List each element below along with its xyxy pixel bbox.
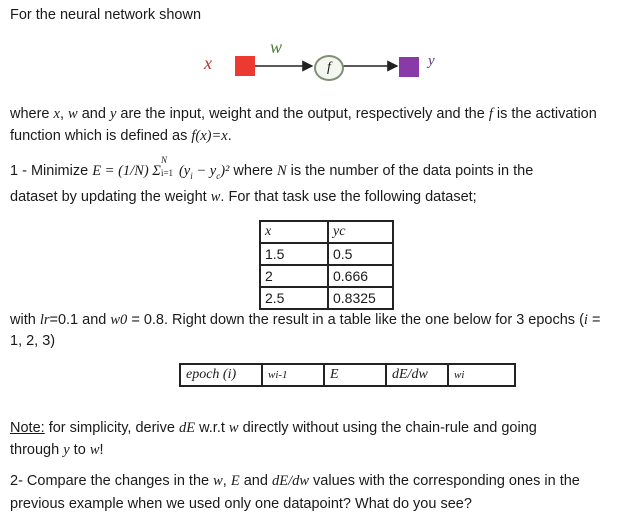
note-line-2: through y to w! (10, 442, 104, 458)
loss-formula: E = (1/N) Σ (92, 163, 161, 179)
task2-line-2: previous example when we used only one datapoint? What do you see? (10, 496, 472, 512)
intro-text: For the neural network shown (10, 7, 202, 23)
cell-x: 2.5 (260, 287, 328, 309)
table-row (260, 243, 393, 265)
cell-yc: 0.5 (328, 243, 393, 265)
definition-line-1: where x, w and y are the input, weight and the output, respectively and the f is the activation (10, 106, 597, 122)
cell-yc: 0.8325 (328, 287, 393, 309)
input-label: x (204, 53, 212, 73)
note-label: Note: (10, 420, 45, 436)
task1-line-2: dataset by updating the weight w. For that task use the following dataset; (10, 189, 477, 205)
cell-x: 1.5 (260, 243, 328, 265)
table-row (180, 364, 515, 386)
header-w-cur: wi (448, 364, 515, 386)
output-node (399, 57, 419, 77)
epoch-table (179, 363, 516, 387)
table-row (260, 221, 393, 243)
table-row (260, 265, 393, 287)
initial-weight-symbol: w0 (110, 312, 128, 328)
input-node (235, 56, 255, 76)
header-yc: yc (328, 221, 393, 243)
task1-line-1: 1 - Minimize E = (1/N) Σ N i=1 $(y_i - y_c)^2$ where N is the number of the data points in the (10, 155, 534, 181)
learning-rate-symbol: lr (39, 312, 50, 328)
params-line-1: with lr=0.1 and w0 = 0.8. Right down the result in a table like the one below for 3 epochs (i = (10, 312, 601, 328)
activation-node (314, 55, 344, 81)
cell-yc: 0.666 (328, 265, 393, 287)
table-row (260, 287, 393, 309)
header-epoch: epoch (i) (180, 364, 262, 386)
params-line-2: 1, 2, 3) (10, 333, 56, 349)
cell-x: 2 (260, 265, 328, 287)
task2-line-1: 2- Compare the changes in the w, E and dE/dw values with the corresponding ones in the (10, 473, 580, 489)
note-line-1: Note: for simplicity, derive dE w.r.t w directly without using the chain-rule and going (10, 420, 537, 436)
activation-label: f (327, 60, 331, 75)
header-x: x (260, 221, 328, 243)
weight-label: w (270, 37, 283, 57)
header-E: E (324, 364, 386, 386)
header-w-prev: wi-1 (262, 364, 324, 386)
output-label: y (428, 53, 435, 69)
dataset-table (259, 220, 394, 310)
header-dEdw: dE/dw (386, 364, 448, 386)
definition-line-2: function which is defined as f(x)=x. (10, 128, 232, 144)
